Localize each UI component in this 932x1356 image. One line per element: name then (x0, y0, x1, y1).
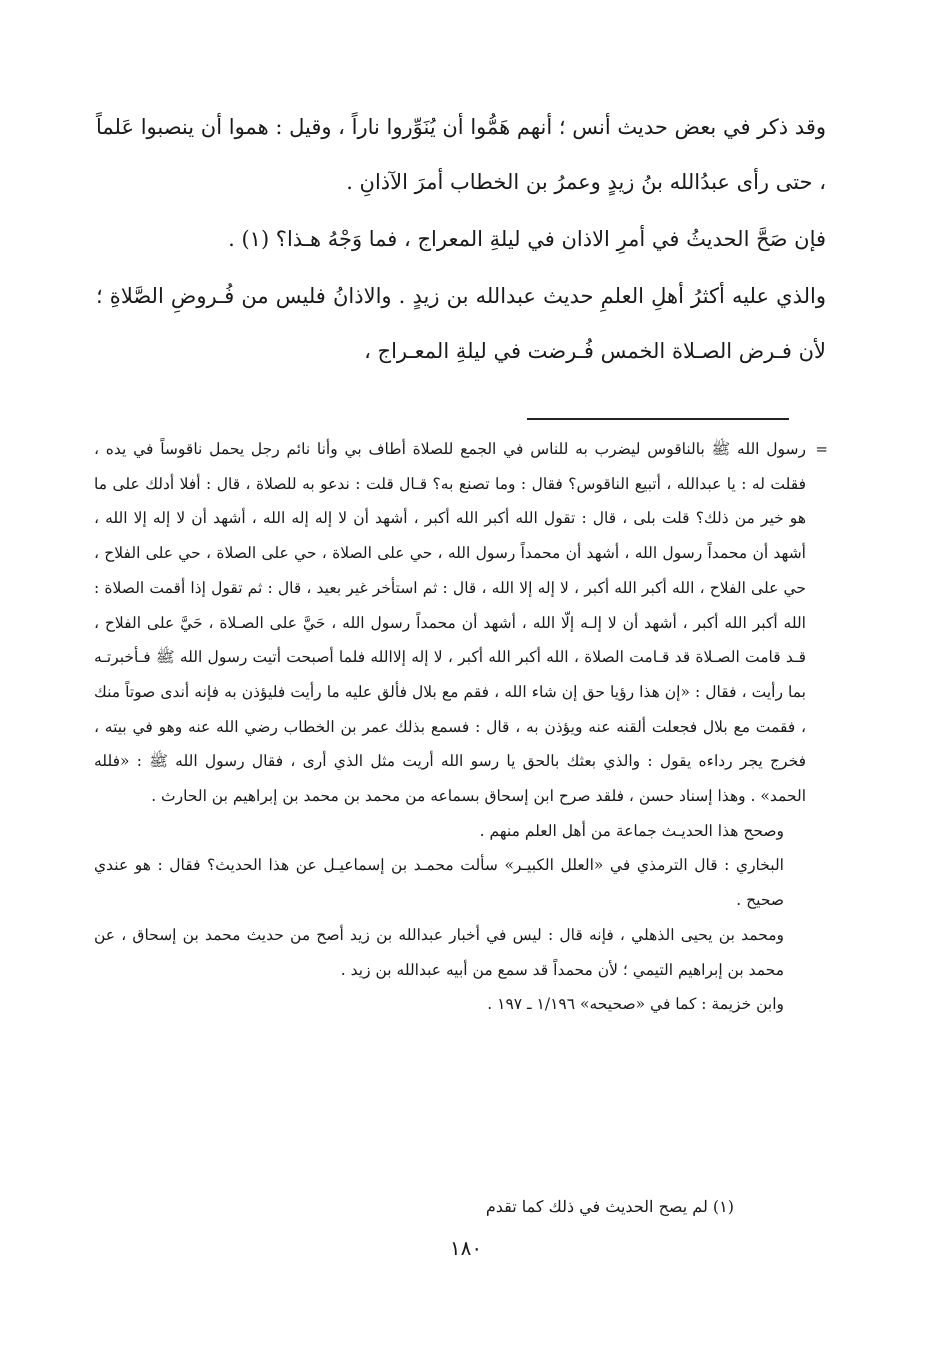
page-number: ١٨٠ (449, 1236, 483, 1260)
footnote-paragraph-1: رسول الله ﷺ بالناقوس ليضرب به للناس في الجمع للصلاة أطاف بي وأنا نائم رجل يحمل ناقوساً في يده ، فقلت له : يا عبدالله ، أتبيع الناقوس؟ فقال : وما تصنع به؟ قـال قلت : ندعو به للصلاة ، قال : أفلا أدلك على ما هو خير من ذلك؟ قلت بلى ، قال : تقول الله أكبر الله أكبر ، أشهد أن لا إله إله الله ، أشهد أن لا إله إلا الله ، أشهد أن محمداً رسول الله ، أشهد أن محمداً رسول الله ، حي على الصلاة ، حي على الصلاة ، حي على الفلاح ، حي على الفلاح ، الله أكبر الله أكبر ، لا إله إلا الله ، قال : ثم استأخر غير بعيد ، قال : ثم تقول إذا أقمت الصلاة : الله أكبر الله أكبر ، أشهد أن لا إلـه إلّا الله ، أشهد أن محمداً رسول الله ، حَيَّ على الصـلاة ، حَيَّ على الفلاح ، قـد قامت الصـلاة قد قـامت الصلاة ، الله أكبر الله أكبر ، لا إله إلاالله فلما أصبحت أتيت رسول الله ﷺ فـأخبرتـه بما رأيت ، فقال : «إن هذا رؤيا حق إن شاء الله ، فقم مع بلال فألق عليه ما رأيت فليؤذن به فإنه أندى صوتاً منك ، فقمت مع بلال فجعلت ألقنه عنه ويؤذن به ، قال : فسمع بذلك عمر بن الخطاب رضي الله عنه وهو في بيته ، فخرج يجر رداءه يقول : والذي بعثك بالحق يا رسو الله أريت مثل الذي أرى ، فقال رسول الله ﷺ : «فلله الحمد» . وهذا إسناد حسن ، فلقد صرح ابن إسحاق بسماعه من محمد بن محمد بن إبراهيم بن الحارث . (94, 440, 806, 806)
footnotes-block (94, 432, 828, 1022)
main-paragraph-2: فإن صَحَّ الحديثُ في أمرِ الاذان في ليلةِ المعراج ، فما وَجْهُ هـذا؟ (١) . (228, 227, 826, 251)
footnote-paragraph-3: البخاري : قال الترمذي في «العلل الكبيـر» سألت محمـد بن إسماعيـل عن هذا الحديث؟ فقال : هو عندي صحيح . (94, 856, 784, 910)
main-paragraph-1: وقد ذكر في بعض حديث أنس ؛ أنهم هَمُّوا أن يُنَوِّروا ناراً ، وقيل : هموا أن ينصبوا عَلماً ، حتى رأى عبدُالله بنُ زيدٍ وعمرُ بن الخطاب أمرَ الآذانِ . (96, 115, 826, 194)
footnote-continuation-mark: = (815, 440, 828, 458)
footnote-paragraph-5: وابن خزيمة : كما في «صحيحه» ١/١٩٦ ـ ١٩٧ . (487, 995, 784, 1014)
footnote-paragraph-4: ومحمد بن يحيى الذهلي ، فإنه قال : ليس في أخبار عبدالله بن زيد أصح من حديث محمد بن إسحاق ، عن محمد بن إبراهيم التيمي ؛ لأن محمداً قد سمع من أبيه عبدالله بن زيد . (94, 925, 784, 979)
footnote-1: (١) لم يصح الحديث في ذلك كما تقدم (485, 1197, 734, 1216)
footnote-divider (527, 418, 789, 420)
main-paragraph-3: والذي عليه أكثرُ أهلِ العلمِ حديث عبدالله بن زيدٍ . والاذانُ فليس من فُـروضِ الصَّلاةِ ؛ لأن فـرض الصـلاة الخمس فُـرضت في ليلةِ المعـراج ، (96, 284, 826, 363)
main-text (96, 100, 826, 379)
footnote-paragraph-2: وصحح هذا الحديـث جماعة من أهل العلم منهم . (479, 821, 784, 840)
